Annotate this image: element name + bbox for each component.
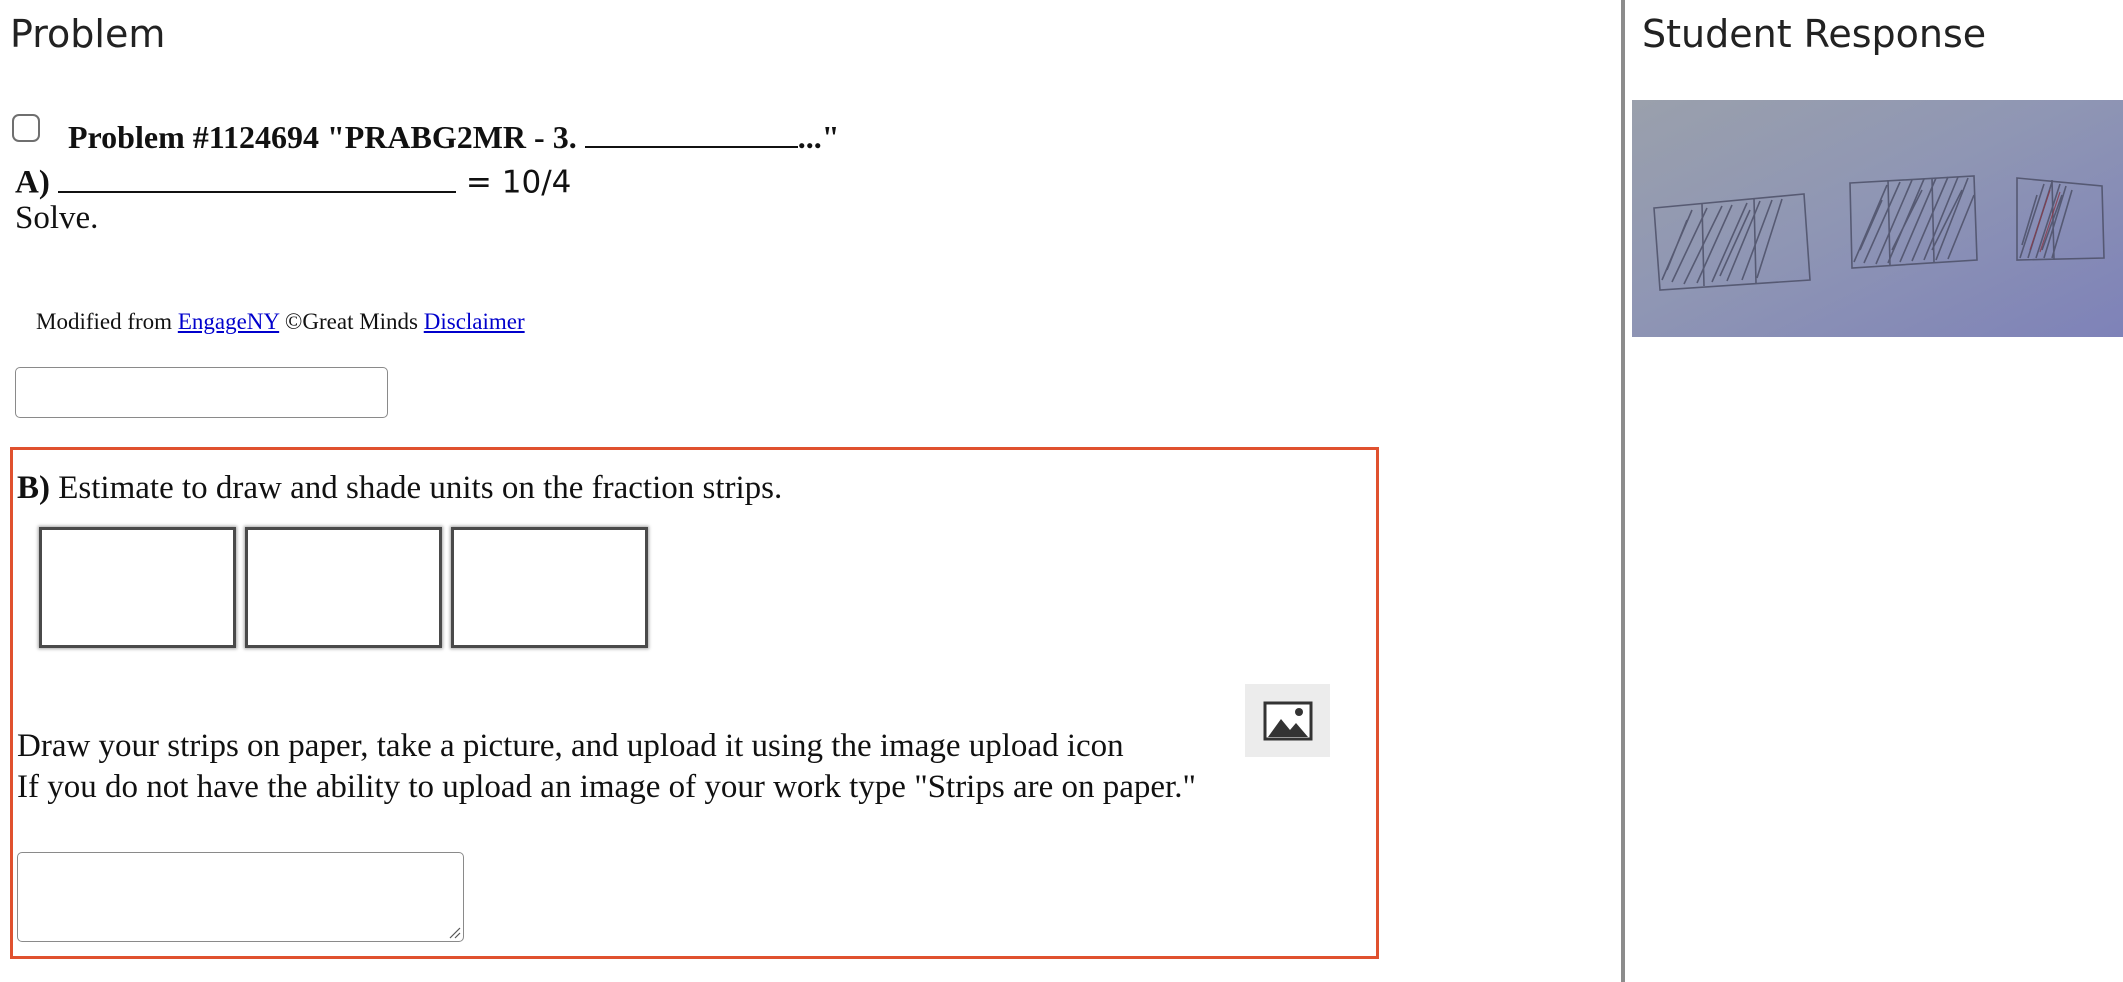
part-a-blank-line bbox=[58, 161, 456, 193]
upload-instruction: Draw your strips on paper, take a picture, and upload it using the image upload icon bbox=[17, 728, 1124, 764]
engageny-link[interactable]: EngageNY bbox=[177, 309, 280, 334]
part-b-label: B) bbox=[17, 470, 50, 506]
part-a-equation-tail: = 10/4 bbox=[456, 164, 572, 201]
part-a-equation bbox=[15, 161, 571, 202]
problem-title-suffix: ..." bbox=[797, 118, 840, 155]
problem-title bbox=[68, 117, 839, 156]
resize-grip-icon[interactable] bbox=[447, 925, 461, 939]
part-a-label: A) bbox=[15, 164, 50, 201]
no-upload-instruction: If you do not have the ability to upload an image of your work type "Strips are on paper." bbox=[17, 769, 1196, 805]
part-a-instruction: Solve. bbox=[15, 200, 99, 236]
fraction-strip bbox=[245, 527, 442, 648]
part-b-answer-textarea[interactable] bbox=[17, 852, 464, 942]
attribution-prefix: Modified from bbox=[36, 309, 178, 334]
problem-checkbox[interactable] bbox=[12, 114, 40, 142]
image-upload-icon[interactable] bbox=[1245, 684, 1330, 757]
part-b-prompt bbox=[17, 470, 782, 507]
attribution bbox=[36, 309, 525, 335]
part-b-prompt-text: Estimate to draw and shade units on the fraction strips. bbox=[50, 470, 783, 506]
pane-divider[interactable] bbox=[1621, 0, 1625, 982]
fraction-strip bbox=[451, 527, 648, 648]
part-b-section bbox=[10, 447, 1379, 959]
part-a-answer-input[interactable] bbox=[15, 367, 388, 418]
disclaimer-link[interactable]: Disclaimer bbox=[423, 309, 525, 334]
image-upload-glyph bbox=[1263, 701, 1313, 741]
student-response-heading: Student Response bbox=[1642, 12, 1987, 56]
problem-heading: Problem bbox=[10, 12, 166, 56]
fraction-strip bbox=[39, 527, 236, 648]
attribution-middle: ©Great Minds bbox=[279, 309, 424, 334]
title-blank-line bbox=[585, 117, 798, 148]
problem-title-prefix: Problem #1124694 "PRABG2MR - 3. bbox=[68, 118, 585, 155]
student-response-photo bbox=[1632, 100, 2123, 337]
